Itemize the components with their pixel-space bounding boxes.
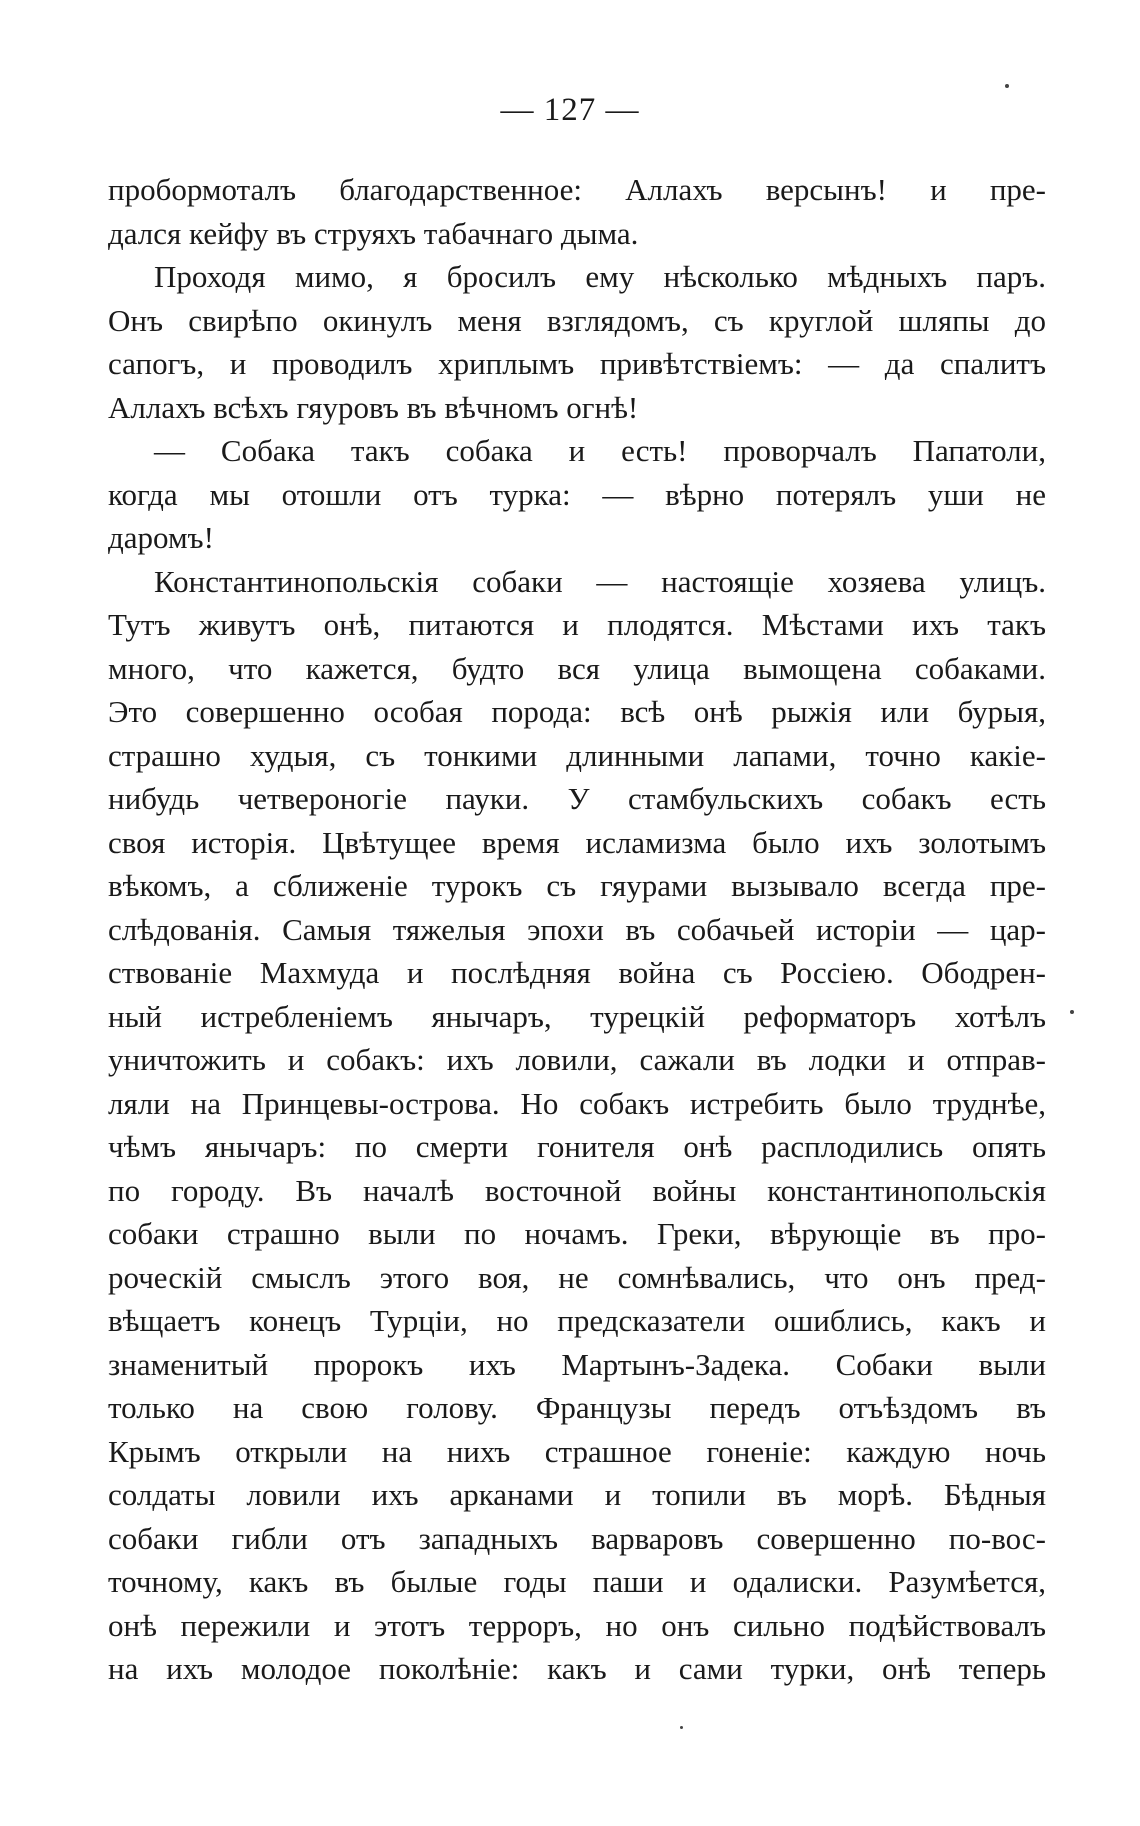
text-line: роческій смыслъ этого воя, не сомнѣвались, что онъ пред- [108, 1259, 1046, 1295]
text-line: собаки гибли отъ западныхъ варваровъ совершенно по-вос- [108, 1520, 1046, 1556]
text-line: ный истребленіемъ янычаръ, турецкій реформаторъ хотѣлъ [108, 998, 1046, 1034]
text-line: солдаты ловили ихъ арканами и топили въ морѣ. Бѣдныя [108, 1477, 1046, 1512]
text-line: — Собака такъ собака и есть! проворчалъ Папатоли, [154, 433, 1046, 468]
text-line: вѣкомъ, а сближеніе турокъ съ гяурами вызывало всегда пре- [108, 868, 1046, 903]
text-line: дался кейфу въ струяхъ табачнаго дыма. [108, 215, 639, 251]
text-line: Крымъ открыли на нихъ страшное гоненіе: каждую ночь [108, 1433, 1046, 1469]
text-line: Это совершенно особая порода: всѣ онѣ рыжія или бурыя, [108, 694, 1046, 729]
text-line: собаки страшно выли по ночамъ. Греки, вѣрующіе въ про- [108, 1216, 1046, 1251]
text-line: только на свою голову. Французы передъ отъѣздомъ въ [108, 1390, 1046, 1425]
text-line: ляли на Принцевы-острова. Но собакъ истребить было труднѣе, [108, 1085, 1046, 1121]
text-line: когда мы отошли отъ турка: — вѣрно потерялъ уши не [108, 476, 1046, 512]
scan-speck [1070, 1010, 1074, 1014]
text-line: вѣщаетъ конецъ Турціи, но предсказатели ошиблись, какъ и [108, 1303, 1046, 1338]
text-line: знаменитый пророкъ ихъ Мартынъ-Задека. Собаки выли [108, 1346, 1046, 1382]
text-line: чѣмъ янычаръ: по смерти гонителя онѣ расплодились опять [108, 1129, 1046, 1164]
text-line: много, что кажется, будто вся улица вымощена собаками. [108, 650, 1046, 686]
text-line: Аллахъ всѣхъ гяуровъ въ вѣчномъ огнѣ! [108, 389, 639, 425]
text-line: онѣ пережили и этотъ терроръ, но онъ сильно подѣйствовалъ [108, 1607, 1046, 1643]
text-line: уничтожить и собакъ: ихъ ловили, сажали въ лодки и отправ- [108, 1042, 1046, 1077]
text-line: сапогъ, и проводилъ хриплымъ привѣтствіемъ: — да спалитъ [108, 346, 1046, 381]
text-line: точному, какъ въ былые годы паши и одалиски. Разумѣется, [108, 1564, 1046, 1599]
page-number: — 127 — [500, 92, 640, 128]
text-line: своя исторія. Цвѣтущее время исламизма было ихъ золотымъ [108, 824, 1046, 860]
text-line: Онъ свирѣпо окинулъ меня взглядомъ, съ круглой шляпы до [108, 302, 1046, 338]
text-line: ствованіе Махмуда и послѣдняя война съ Россіею. Ободрен- [108, 955, 1046, 990]
text-line: пробормоталъ благодарственное: Аллахъ версынъ! и пре- [108, 172, 1046, 207]
text-line: нибудь четвероногіе пауки. У стамбульскихъ собакъ есть [108, 781, 1046, 816]
scan-speck [680, 1726, 683, 1729]
text-line: Проходя мимо, я бросилъ ему нѣсколько мѣдныхъ паръ. [154, 259, 1046, 294]
text-line: Константинопольскія собаки — настоящіе хозяева улицъ. [154, 563, 1046, 599]
text-line: Тутъ живутъ онѣ, питаются и плодятся. Мѣстами ихъ такъ [108, 607, 1046, 642]
text-line: слѣдованія. Самыя тяжелыя эпохи въ собачьей исторіи — цар- [108, 911, 1046, 947]
body-text [108, 168, 1046, 1691]
text-line: по городу. Въ началѣ восточной войны константинопольскія [108, 1172, 1046, 1208]
text-line: на ихъ молодое поколѣніе: какъ и сами турки, онѣ теперь [108, 1651, 1046, 1686]
text-line: даромъ! [108, 520, 214, 555]
text-line: страшно худыя, съ тонкими длинными лапами, точно какіе- [108, 737, 1046, 773]
scan-speck [1005, 84, 1009, 88]
